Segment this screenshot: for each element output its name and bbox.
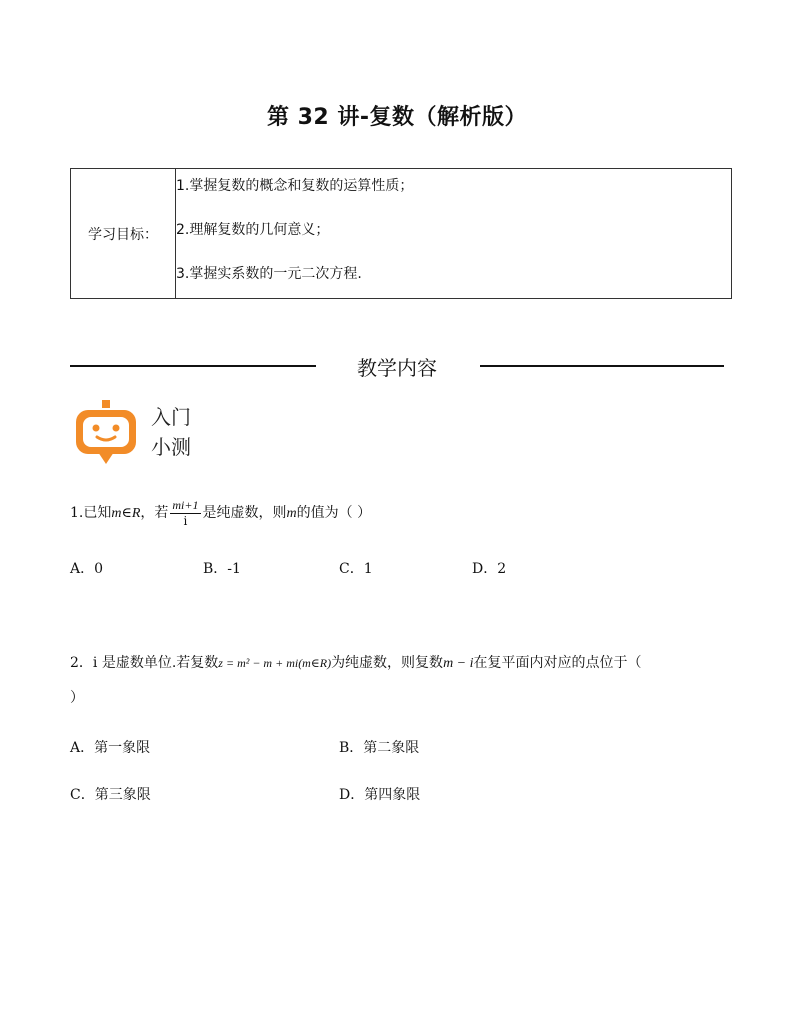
q2-option-a: A．第一象限 bbox=[70, 740, 151, 756]
badge-line-2: 小测 bbox=[151, 435, 191, 459]
q2-mid: 为纯虚数，则复数 bbox=[331, 655, 444, 671]
q1-condition: m∈R bbox=[111, 506, 141, 521]
badge-line-1: 入门 bbox=[151, 405, 191, 429]
q2-suffix: 在复平面内对应的点位于（ bbox=[473, 655, 642, 671]
q1-var: m bbox=[286, 506, 297, 521]
q2-line-2: ） bbox=[70, 690, 84, 706]
q1-suffix: 是纯虚数，则 bbox=[202, 505, 287, 521]
q2-expr: z = m² − m + mi(m∈R) bbox=[218, 656, 332, 670]
q2-prefix: 2．i 是虚数单位.若复数 bbox=[70, 655, 219, 671]
goal-item-3: 3.掌握实系数的一元二次方程. bbox=[176, 266, 362, 282]
q2-option-b: B．第二象限 bbox=[339, 740, 420, 756]
badge-label bbox=[151, 402, 191, 462]
q1-option-b: B．-1 bbox=[203, 561, 241, 577]
goals-list bbox=[176, 169, 731, 298]
question-2 bbox=[70, 652, 730, 672]
q1-fraction bbox=[170, 498, 200, 528]
q1-end: 的值为（ ） bbox=[296, 505, 372, 521]
q2-option-d: D．第四象限 bbox=[339, 787, 421, 803]
q1-mid: ，若 bbox=[140, 505, 169, 521]
goal-item-2: 2.理解复数的几何意义； bbox=[176, 222, 330, 238]
q1-frac-den: i bbox=[183, 514, 188, 528]
goal-item-1: 1.掌握复数的概念和复数的运算性质； bbox=[176, 178, 414, 194]
q1-prefix: 1.已知 bbox=[70, 505, 112, 521]
question-1 bbox=[70, 498, 371, 528]
heading-rule-right bbox=[480, 365, 724, 367]
q1-frac-num: mi+1 bbox=[172, 498, 199, 512]
robot-icon bbox=[74, 400, 138, 470]
goals-label: 学习目标： bbox=[71, 169, 176, 298]
q1-option-d: D．2 bbox=[472, 561, 507, 577]
section-heading bbox=[70, 352, 724, 380]
q1-option-a: A．0 bbox=[70, 561, 104, 577]
learning-goals-table bbox=[70, 168, 732, 299]
q2-option-c: C．第三象限 bbox=[70, 787, 151, 803]
section-heading-label: 教学内容 bbox=[357, 356, 437, 380]
page-title: 第 32 讲-复数（解析版） bbox=[266, 105, 528, 130]
q2-expr2: m − i bbox=[443, 656, 474, 671]
q1-option-c: C．1 bbox=[339, 561, 373, 577]
